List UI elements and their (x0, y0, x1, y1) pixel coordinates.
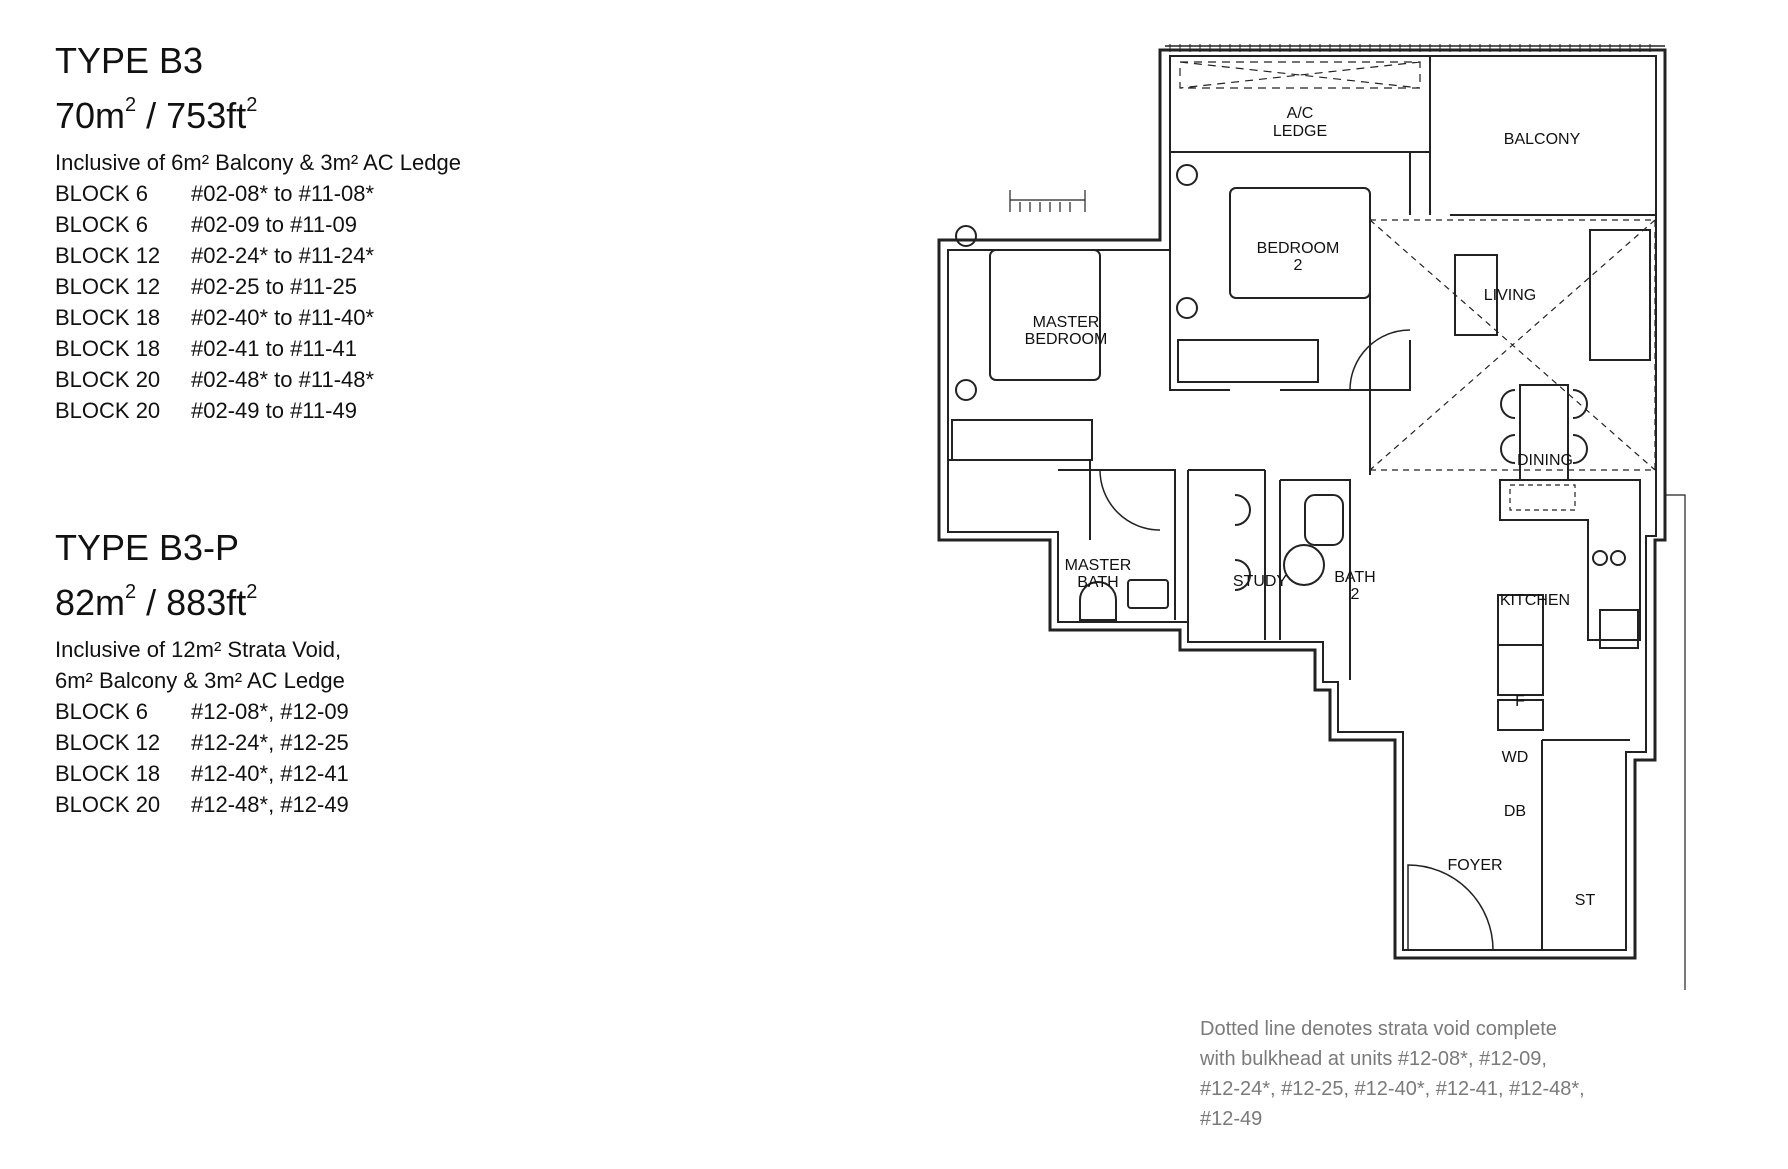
master-bedroom-walls (948, 250, 1170, 540)
study-label: STUDY (1232, 573, 1288, 590)
ac-ledge-label: LEDGE (1272, 123, 1328, 140)
type-b3-area-ft: / 753ft (136, 95, 247, 136)
dining-label: DINING (1517, 452, 1573, 469)
unit-range: #12-40*, #12-41 (191, 761, 349, 786)
master-bedroom-label: BEDROOM (1024, 331, 1108, 348)
kitchen-sink (1510, 485, 1575, 510)
master-bedroom-lamp (956, 226, 976, 246)
type-b3p-area-m: 82m (55, 582, 126, 623)
bath2-shower (1305, 495, 1343, 545)
unit-range: #02-09 to #11-09 (191, 212, 357, 237)
unit-row (55, 789, 575, 820)
block-label: BLOCK 6 (55, 212, 148, 237)
bath2-label: BATH (1334, 569, 1376, 586)
type-b3p-note-line: Inclusive of 12m² Strata Void, (55, 637, 342, 662)
type-b3p-title: TYPE B3-P (55, 527, 240, 568)
footnote-line: with bulkhead at units #12-08*, #12-09, (1200, 1048, 1547, 1070)
kitchen-label: KITCHEN (1499, 592, 1571, 609)
unit-range: #02-08* to #11-08* (191, 181, 375, 206)
store-label: ST (1574, 892, 1596, 909)
strata-void (1370, 220, 1655, 470)
footnote-leader (1665, 495, 1685, 990)
master-bedroom-wardrobe (952, 420, 1092, 460)
foyer-label: FOYER (1447, 857, 1503, 874)
master-bedroom-lamp (956, 380, 976, 400)
sofa (1590, 230, 1650, 360)
block-label: BLOCK 20 (55, 367, 161, 392)
unit-row (55, 240, 575, 271)
kitchen-vent (1600, 610, 1638, 648)
db-label: DB (1503, 803, 1527, 820)
balcony-label: BALCONY (1503, 131, 1581, 148)
block-label: BLOCK 12 (55, 274, 161, 299)
unit-row (55, 758, 575, 789)
type-b3-note: Inclusive of 6m² Balcony & 3m² AC Ledge (55, 150, 461, 175)
type-b3-section (55, 38, 575, 426)
foyer-door (1408, 865, 1493, 950)
strata-void-footnote (1200, 1014, 1650, 1134)
type-b3p-area-ft: / 883ft (136, 582, 247, 623)
type-b3-area-m: 70m (55, 95, 126, 136)
type-b3p-area (55, 571, 575, 628)
ac-ledge-label: A/C (1286, 105, 1314, 122)
kitchen-counter (1500, 480, 1640, 640)
washer-dryer-label: WD (1501, 749, 1529, 766)
master-bath-door (1100, 470, 1160, 530)
unit-row (55, 302, 575, 333)
bedroom2-door (1350, 330, 1410, 390)
bedroom2-lamp (1177, 298, 1197, 318)
master-bedroom-label: MASTER (1032, 314, 1100, 331)
store-walls (1542, 740, 1630, 950)
outer-wall (939, 50, 1665, 958)
unit-range: #02-40* to #11-40* (191, 305, 375, 330)
unit-range: #02-25 to #11-25 (191, 274, 357, 299)
unit-row (55, 364, 575, 395)
ac-ledge-units (1180, 62, 1420, 88)
type-b3-sup-m: 2 (125, 94, 137, 116)
block-label: BLOCK 6 (55, 181, 148, 206)
bath2-basin (1284, 545, 1324, 585)
type-b3p-sup-ft: 2 (246, 581, 258, 603)
inner-wall (948, 56, 1656, 950)
floor-plan-svg (930, 40, 1690, 1000)
block-label: BLOCK 12 (55, 243, 161, 268)
type-b3p-note-line: 6m² Balcony & 3m² AC Ledge (55, 668, 345, 693)
type-b3p-sup-m: 2 (125, 581, 137, 603)
type-b3p-note (55, 634, 575, 696)
hob (1593, 551, 1607, 565)
bedroom2-lamp (1177, 165, 1197, 185)
window-grille (1010, 190, 1085, 212)
bedroom2-wardrobe (1178, 340, 1318, 382)
unit-row (55, 271, 575, 302)
bath2-label: 2 (1350, 586, 1360, 603)
unit-row (55, 727, 575, 758)
type-b3p-unit-list (55, 696, 575, 820)
type-b3-unit-list (55, 178, 575, 426)
block-label: BLOCK 12 (55, 730, 161, 755)
block-label: BLOCK 18 (55, 761, 161, 786)
unit-range: #02-41 to #11-41 (191, 336, 357, 361)
unit-range: #12-08*, #12-09 (191, 699, 349, 724)
type-b3-area (55, 84, 575, 141)
footnote-line: #12-24*, #12-25, #12-40*, #12-41, #12-48*, (1200, 1078, 1585, 1100)
block-label: BLOCK 20 (55, 398, 161, 423)
bedroom2-label: BEDROOM (1256, 240, 1340, 257)
master-bath-label: MASTER (1064, 557, 1132, 574)
unit-range: #02-48* to #11-48* (191, 367, 375, 392)
unit-range: #12-48*, #12-49 (191, 792, 349, 817)
type-b3-title: TYPE B3 (55, 40, 204, 81)
living-label: LIVING (1483, 287, 1537, 304)
unit-range: #02-49 to #11-49 (191, 398, 357, 423)
hob (1611, 551, 1625, 565)
block-label: BLOCK 18 (55, 336, 161, 361)
block-label: BLOCK 6 (55, 699, 148, 724)
footnote-line: #12-49 (1200, 1108, 1263, 1130)
washer-box (1498, 645, 1543, 695)
unit-row (55, 333, 575, 364)
type-b3p-section (55, 525, 575, 820)
fridge-label: F (1515, 693, 1525, 710)
study-walls (1188, 470, 1265, 640)
unit-range: #12-24*, #12-25 (191, 730, 349, 755)
type-b3-sup-ft: 2 (246, 94, 258, 116)
unit-row (55, 395, 575, 426)
footnote-line: Dotted line denotes strata void complete (1200, 1018, 1557, 1040)
unit-row (55, 696, 575, 727)
block-label: BLOCK 20 (55, 792, 161, 817)
bedroom2-label: 2 (1293, 257, 1303, 274)
unit-info-panel (55, 38, 575, 820)
master-bath-label: BATH (1077, 574, 1119, 591)
floor-plan (930, 40, 1690, 1005)
unit-range: #02-24* to #11-24* (191, 243, 375, 268)
block-label: BLOCK 18 (55, 305, 161, 330)
master-bath-basin (1128, 580, 1168, 608)
unit-row (55, 209, 575, 240)
unit-row (55, 178, 575, 209)
